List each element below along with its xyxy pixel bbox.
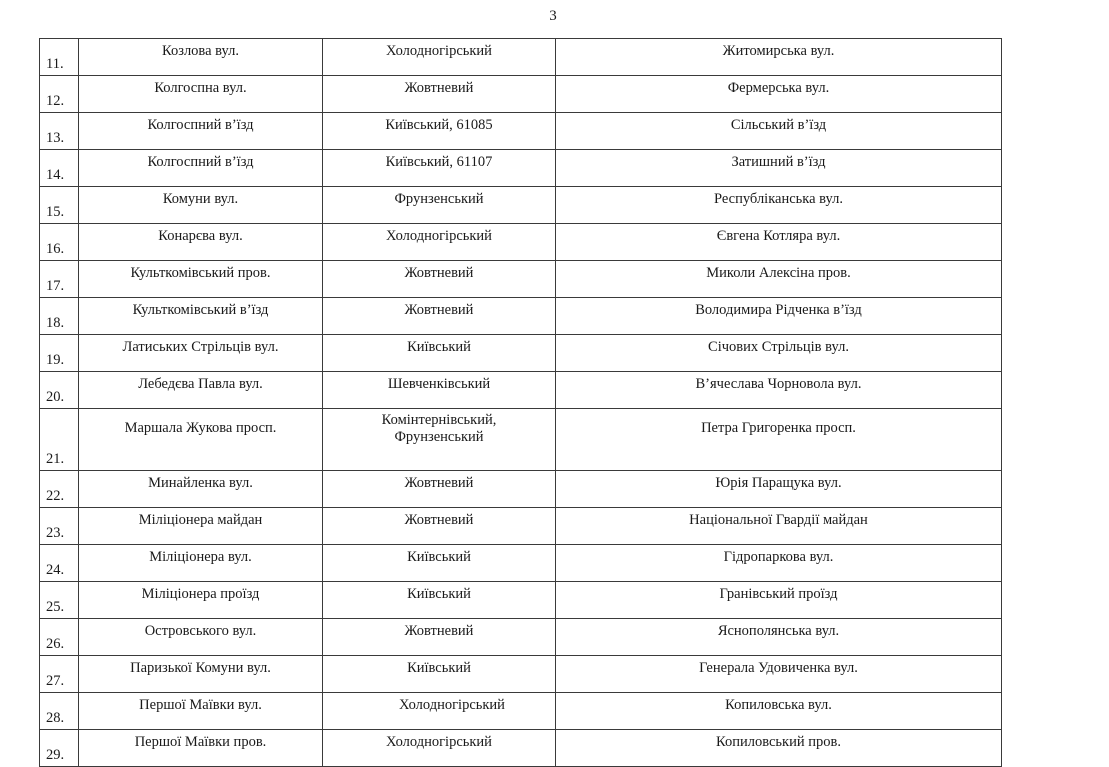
district-name: Київський, 61107	[323, 150, 556, 187]
new-street-name: Яснополянська вул.	[556, 619, 1002, 656]
new-street-name: Республіканська вул.	[556, 187, 1002, 224]
district-name: Фрунзенський	[323, 187, 556, 224]
row-number: 21.	[40, 409, 79, 471]
row-number: 20.	[40, 372, 79, 409]
old-street-name: Козлова вул.	[79, 39, 323, 76]
district-name: Київський, 61085	[323, 113, 556, 150]
district-name: Холодногірський	[323, 693, 556, 730]
table-row	[40, 76, 1002, 113]
old-street-name: Лебедєва Павла вул.	[79, 372, 323, 409]
old-street-name: Паризької Комуни вул.	[79, 656, 323, 693]
new-street-name: Житомирська вул.	[556, 39, 1002, 76]
table-row	[40, 545, 1002, 582]
row-number: 25.	[40, 582, 79, 619]
row-number: 16.	[40, 224, 79, 261]
district-name-line-2: Фрунзенський	[394, 429, 484, 445]
old-street-name: Островського вул.	[79, 619, 323, 656]
new-street-name: Гранівський проїзд	[556, 582, 1002, 619]
district-name: Київський	[323, 545, 556, 582]
old-street-name: Міліціонера вул.	[79, 545, 323, 582]
old-street-name: Культкомівський пров.	[79, 261, 323, 298]
street-renaming-table	[39, 38, 1002, 767]
old-street-name: Першої Маївки вул.	[79, 693, 323, 730]
old-street-name: Минайленка вул.	[79, 471, 323, 508]
row-number: 17.	[40, 261, 79, 298]
new-street-name: Національної Гвардії майдан	[556, 508, 1002, 545]
old-street-name: Колгоспна вул.	[79, 76, 323, 113]
new-street-name: Генерала Удовиченка вул.	[556, 656, 1002, 693]
old-street-name: Комуни вул.	[79, 187, 323, 224]
table-row	[40, 372, 1002, 409]
new-street-name: Гідропаркова вул.	[556, 545, 1002, 582]
new-street-name: Фермерська вул.	[556, 76, 1002, 113]
row-number: 14.	[40, 150, 79, 187]
table-row	[40, 150, 1002, 187]
district-name: Жовтневий	[323, 619, 556, 656]
table-row	[40, 187, 1002, 224]
district-name: Жовтневий	[323, 471, 556, 508]
table-row	[40, 298, 1002, 335]
district-name: Київський	[323, 582, 556, 619]
old-street-name: Культкомівський в’їзд	[79, 298, 323, 335]
row-number: 23.	[40, 508, 79, 545]
new-street-name: Миколи Алексіна пров.	[556, 261, 1002, 298]
row-number: 19.	[40, 335, 79, 372]
district-name: Холодногірський	[323, 730, 556, 767]
district-name: Шевченківський	[323, 372, 556, 409]
table-row	[40, 261, 1002, 298]
table-row	[40, 113, 1002, 150]
new-street-name: Копиловська вул.	[556, 693, 1002, 730]
old-street-name: Колгоспний в’їзд	[79, 113, 323, 150]
old-street-name: Міліціонера майдан	[79, 508, 323, 545]
district-name: Київський	[323, 335, 556, 372]
old-street-name: Маршала Жукова просп.	[79, 409, 323, 471]
old-street-name: Першої Маївки пров.	[79, 730, 323, 767]
row-number: 24.	[40, 545, 79, 582]
table-row	[40, 619, 1002, 656]
district-name: Київський	[323, 656, 556, 693]
row-number: 26.	[40, 619, 79, 656]
table-row	[40, 39, 1002, 76]
row-number: 13.	[40, 113, 79, 150]
row-number: 29.	[40, 730, 79, 767]
old-street-name: Латиських Стрільців вул.	[79, 335, 323, 372]
district-name: Холодногірський	[323, 39, 556, 76]
new-street-name: Затишний в’їзд	[556, 150, 1002, 187]
new-street-name: Юрія Паращука вул.	[556, 471, 1002, 508]
district-name: Жовтневий	[323, 261, 556, 298]
new-street-name: Копиловський пров.	[556, 730, 1002, 767]
row-number: 22.	[40, 471, 79, 508]
district-name: Жовтневий	[323, 298, 556, 335]
row-number: 11.	[40, 39, 79, 76]
table-row	[40, 508, 1002, 545]
row-number: 28.	[40, 693, 79, 730]
page-number: 3	[549, 8, 557, 24]
new-street-name: Володимира Рідченка в’їзд	[556, 298, 1002, 335]
district-name-line-1: Комінтернівський,	[381, 412, 497, 428]
old-street-name: Колгоспний в’їзд	[79, 150, 323, 187]
row-number: 12.	[40, 76, 79, 113]
new-street-name: Січових Стрільців вул.	[556, 335, 1002, 372]
new-street-name: Петра Григоренка просп.	[556, 409, 1002, 471]
district-name: Холодногірський	[323, 224, 556, 261]
table-row	[40, 730, 1002, 767]
row-number: 15.	[40, 187, 79, 224]
table-row	[40, 224, 1002, 261]
district-name: Жовтневий	[323, 76, 556, 113]
old-street-name: Конарєва вул.	[79, 224, 323, 261]
table-row	[40, 693, 1002, 730]
district-name	[323, 409, 556, 471]
table-row	[40, 471, 1002, 508]
table-row	[40, 409, 1002, 471]
new-street-name: Сільський в’їзд	[556, 113, 1002, 150]
table-row	[40, 656, 1002, 693]
table-row	[40, 582, 1002, 619]
old-street-name: Міліціонера проїзд	[79, 582, 323, 619]
new-street-name: Євгена Котляра вул.	[556, 224, 1002, 261]
row-number: 18.	[40, 298, 79, 335]
district-name: Жовтневий	[323, 508, 556, 545]
table-row	[40, 335, 1002, 372]
row-number: 27.	[40, 656, 79, 693]
new-street-name: В’ячеслава Чорновола вул.	[556, 372, 1002, 409]
